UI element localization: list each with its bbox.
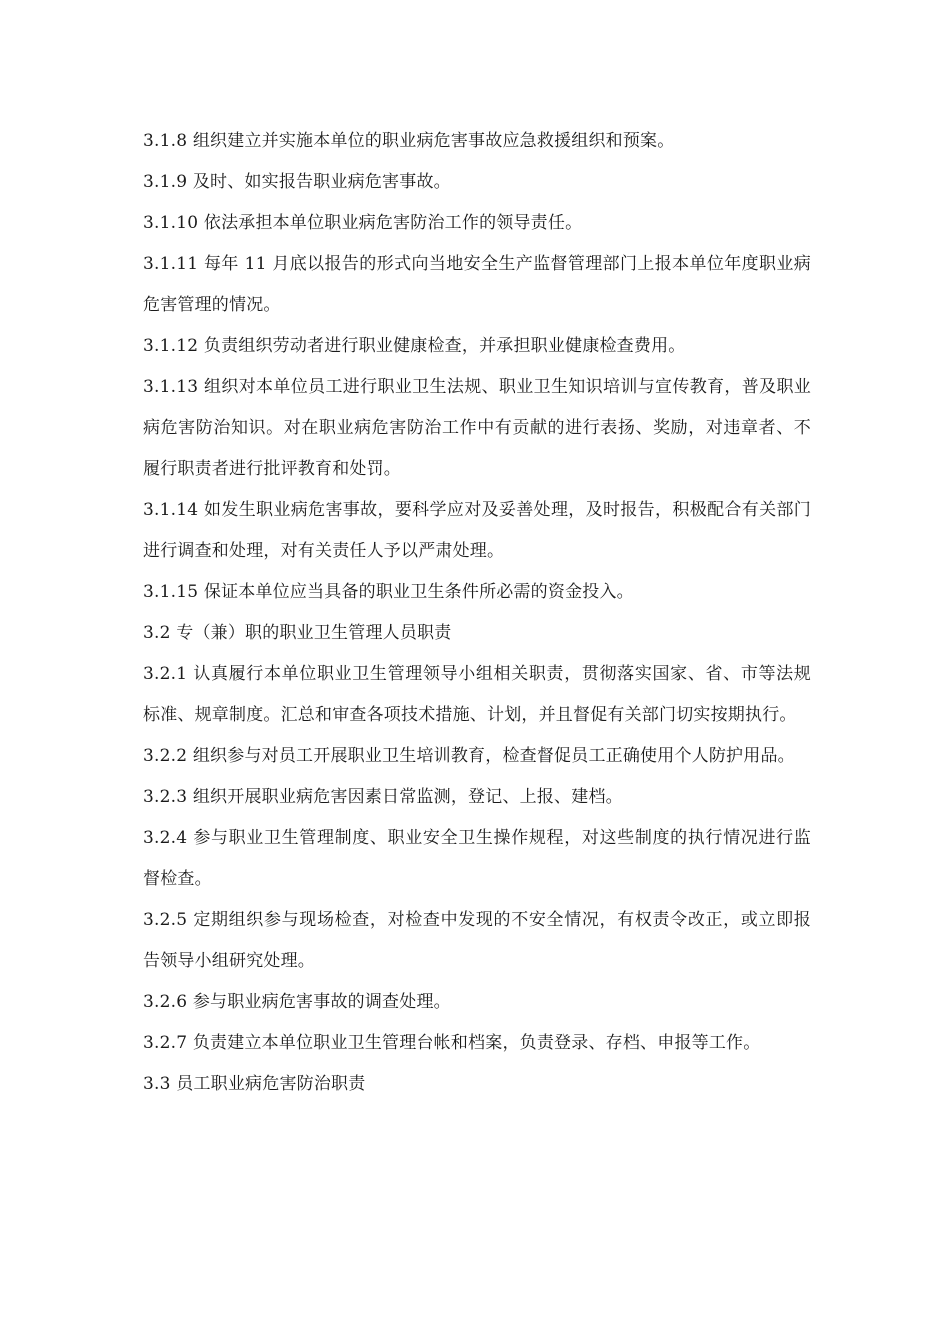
paragraph-3-1-14: 3.1.14 如发生职业病危害事故，要科学应对及妥善处理，及时报告，积极配合有关部门进行调查和处理，对有关责任人予以严肃处理。 [143,500,811,561]
paragraph-3-1-8: 3.1.8 组织建立并实施本单位的职业病危害事故应急救援组织和预案。 [143,131,675,151]
paragraph-3-2-5: 3.2.5 定期组织参与现场检查，对检查中发现的不安全情况，有权责令改正，或立即报告领导小组研究处理。 [143,910,811,971]
section-heading-3-2: 3.2 专（兼）职的职业卫生管理人员职责 [143,623,452,643]
paragraph-3-2-6: 3.2.6 参与职业病危害事故的调查处理。 [143,992,451,1012]
paragraph-3-2-7: 3.2.7 负责建立本单位职业卫生管理台帐和档案，负责登录、存档、申报等工作。 [143,1033,761,1053]
paragraph-3-2-2: 3.2.2 组织参与对员工开展职业卫生培训教育，检查督促员工正确使用个人防护用品。 [143,746,795,766]
paragraph-3-1-13: 3.1.13 组织对本单位员工进行职业卫生法规、职业卫生知识培训与宣传教育，普及职业病危害防治知识。对在职业病危害防治工作中有贡献的进行表扬、奖励，对违章者、不履行职责者进行批评教育和处罚。 [143,377,811,479]
paragraph-3-1-10: 3.1.10 依法承担本单位职业病危害防治工作的领导责任。 [143,213,583,233]
paragraph-3-1-11: 3.1.11 每年 11 月底以报告的形式向当地安全生产监督管理部门上报本单位年度职业病危害管理的情况。 [143,254,811,315]
paragraph-3-1-9: 3.1.9 及时、如实报告职业病危害事故。 [143,172,451,192]
section-heading-3-3: 3.3 员工职业病危害防治职责 [143,1074,366,1094]
paragraph-3-1-15: 3.1.15 保证本单位应当具备的职业卫生条件所必需的资金投入。 [143,582,634,602]
paragraph-3-2-1: 3.2.1 认真履行本单位职业卫生管理领导小组相关职责，贯彻落实国家、省、市等法规标准、规章制度。汇总和审查各项技术措施、计划，并且督促有关部门切实按期执行。 [143,664,811,725]
document-page [143,121,811,1105]
paragraph-3-1-12: 3.1.12 负责组织劳动者进行职业健康检查，并承担职业健康检查费用。 [143,336,686,356]
paragraph-3-2-3: 3.2.3 组织开展职业病危害因素日常监测，登记、上报、建档。 [143,787,623,807]
paragraph-3-2-4: 3.2.4 参与职业卫生管理制度、职业安全卫生操作规程，对这些制度的执行情况进行监督检查。 [143,828,811,889]
